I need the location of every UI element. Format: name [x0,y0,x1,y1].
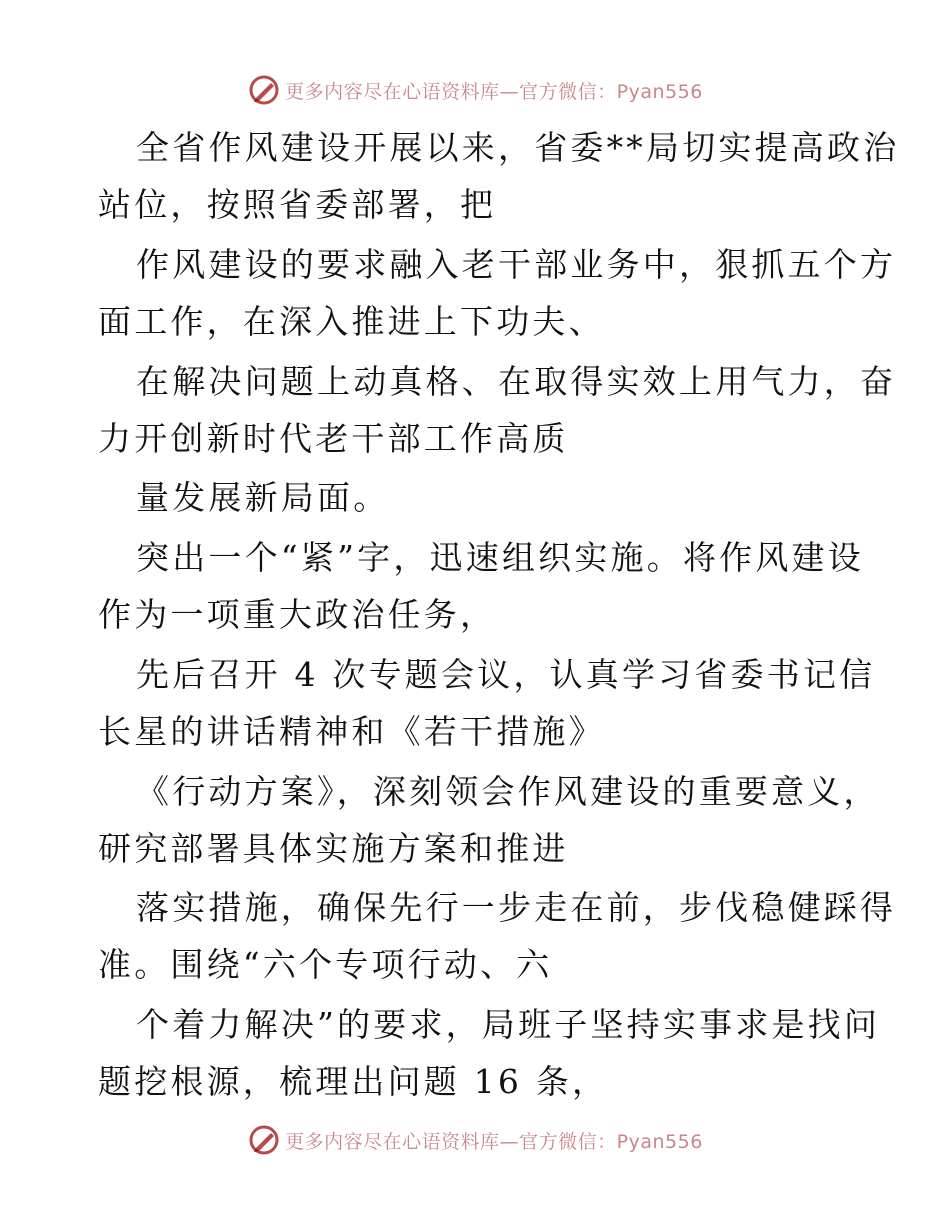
pen-circle-logo-icon [247,73,281,107]
body-line: 研究部署具体实施方案和推进 [98,829,569,868]
footer-watermark-text: 更多内容尽在心语资料库—官方微信：Pyan556 [285,1130,703,1153]
body-line: 长星的讲话精神和《若干措施》 [98,712,605,751]
body-line: 突出一个“紧”字，迅速组织实施。将作风建设 [136,538,864,577]
header-watermark-text: 更多内容尽在心语资料库—官方微信：Pyan556 [285,80,703,103]
body-line: 力开创新时代老干部工作高质 [98,419,569,458]
body-line: 《行动方案》，深刻领会作风建设的重要意义， [136,772,880,811]
body-line: 面工作，在深入推进上下功夫、 [98,302,605,341]
header-watermark-banner [0,70,950,110]
body-line: 作为一项重大政治任务， [98,595,497,634]
body-line: 落实措施，确保先行一步走在前，步伐稳健踩得 [136,888,897,927]
body-line: 量发展新局面。 [136,478,390,517]
body-line: 作风建设的要求融入老干部业务中，狠抓五个方 [136,245,897,284]
body-line: 先后召开 4 次专题会议，认真学习省委书记信 [136,655,876,694]
body-line: 准。围绕“六个专项行动、六 [98,945,553,984]
body-line: 在解决问题上动真格、在取得实效上用气力，奋 [136,362,897,401]
footer-watermark-banner [0,1120,950,1160]
body-line: 全省作风建设开展以来，省委**局切实提高政治 [136,128,900,167]
body-line: 题挖根源，梳理出问题 16 条， [98,1062,609,1101]
pen-circle-logo-icon [247,1123,281,1157]
body-line: 个着力解决”的要求，局班子坚持实事求是找问 [136,1005,881,1044]
body-line: 站位，按照省委部署，把 [98,185,497,224]
